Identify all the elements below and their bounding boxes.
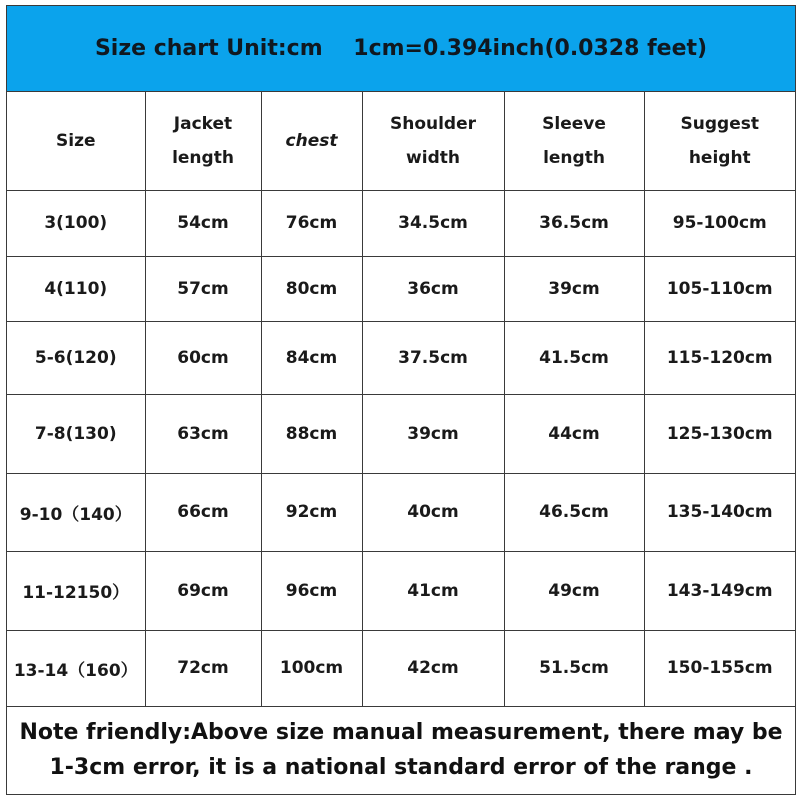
- sleeve-length-cell: 46.5cm: [504, 473, 644, 551]
- size-table: [7, 92, 795, 707]
- chest-cell: 80cm: [261, 256, 362, 321]
- jacket-length-cell: 57cm: [145, 256, 261, 321]
- suggest-height-cell: 115-120cm: [644, 321, 795, 394]
- jacket-length-cell: 63cm: [145, 394, 261, 473]
- sleeve-length-cell: 49cm: [504, 551, 644, 630]
- column-header-shoulder-width: [362, 92, 504, 190]
- size-chart-title: Size chart Unit:cm 1cm=0.394inch(0.0328 feet): [7, 6, 795, 92]
- table-header-row: [7, 92, 795, 190]
- table-row: [7, 321, 795, 394]
- table-row: [7, 630, 795, 706]
- chest-cell: 84cm: [261, 321, 362, 394]
- suggest-height-cell: 125-130cm: [644, 394, 795, 473]
- column-header-label: Sleeve: [542, 113, 606, 134]
- measurement-note: [7, 706, 795, 794]
- shoulder-width-cell: 36cm: [362, 256, 504, 321]
- suggest-height-cell: 143-149cm: [644, 551, 795, 630]
- sleeve-length-cell: 44cm: [504, 394, 644, 473]
- table-row: [7, 190, 795, 256]
- jacket-length-cell: 60cm: [145, 321, 261, 394]
- column-header-label: Jacket: [173, 113, 233, 134]
- size-cell: 7-8(130): [7, 394, 145, 473]
- column-header-label: length: [543, 147, 605, 168]
- shoulder-width-cell: 39cm: [362, 394, 504, 473]
- column-header-chest: [261, 92, 362, 190]
- shoulder-width-cell: 42cm: [362, 630, 504, 706]
- column-header-label: width: [406, 147, 460, 168]
- column-header-label: Shoulder: [389, 113, 477, 134]
- column-header-size: [7, 92, 145, 190]
- column-header-label: Size: [56, 130, 96, 151]
- jacket-length-cell: 69cm: [145, 551, 261, 630]
- jacket-length-cell: 66cm: [145, 473, 261, 551]
- shoulder-width-cell: 37.5cm: [362, 321, 504, 394]
- sleeve-length-cell: 51.5cm: [504, 630, 644, 706]
- column-header-label: chest: [285, 130, 338, 151]
- suggest-height-cell: 105-110cm: [644, 256, 795, 321]
- sleeve-length-cell: 41.5cm: [504, 321, 644, 394]
- table-row: [7, 256, 795, 321]
- sleeve-length-cell: 36.5cm: [504, 190, 644, 256]
- chest-cell: 96cm: [261, 551, 362, 630]
- size-chart-sheet: [6, 5, 796, 795]
- column-header-jacket-length: [145, 92, 261, 190]
- column-header-suggest-height: [644, 92, 795, 190]
- chest-cell: 100cm: [261, 630, 362, 706]
- table-row: [7, 473, 795, 551]
- shoulder-width-cell: 40cm: [362, 473, 504, 551]
- size-cell: 4(110): [7, 256, 145, 321]
- column-header-label: Suggest: [680, 113, 759, 134]
- column-header-label: length: [172, 147, 234, 168]
- shoulder-width-cell: 41cm: [362, 551, 504, 630]
- note-line-1: Note friendly:Above size manual measurement, there may be: [19, 720, 783, 745]
- size-cell: 13-14（160）: [7, 630, 145, 706]
- table-row: [7, 551, 795, 630]
- shoulder-width-cell: 34.5cm: [362, 190, 504, 256]
- size-cell: 9-10（140）: [7, 473, 145, 551]
- suggest-height-cell: 150-155cm: [644, 630, 795, 706]
- column-header-label: height: [688, 147, 751, 168]
- chest-cell: 92cm: [261, 473, 362, 551]
- jacket-length-cell: 72cm: [145, 630, 261, 706]
- jacket-length-cell: 54cm: [145, 190, 261, 256]
- chest-cell: 76cm: [261, 190, 362, 256]
- size-cell: 3(100): [7, 190, 145, 256]
- column-header-sleeve-length: [504, 92, 644, 190]
- sleeve-length-cell: 39cm: [504, 256, 644, 321]
- suggest-height-cell: 135-140cm: [644, 473, 795, 551]
- table-row: [7, 394, 795, 473]
- note-line-2: 1-3cm error, it is a national standard error of the range .: [49, 755, 753, 780]
- size-cell: 5-6(120): [7, 321, 145, 394]
- chest-cell: 88cm: [261, 394, 362, 473]
- size-cell: 11-12150）: [7, 551, 145, 630]
- suggest-height-cell: 95-100cm: [644, 190, 795, 256]
